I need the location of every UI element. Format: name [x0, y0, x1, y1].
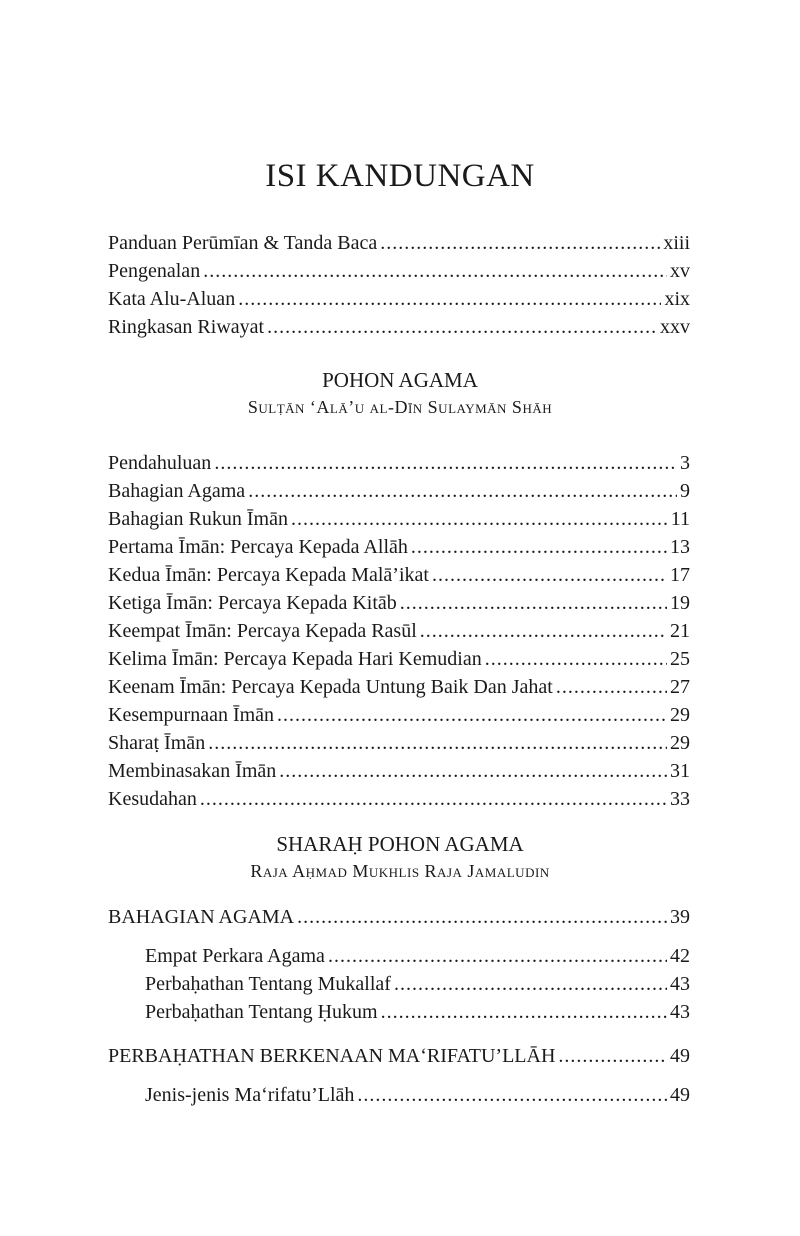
toc-entry [108, 285, 690, 313]
toc-entry-label: Keenam Īmān: Percaya Kepada Untung Baik Dan Jahat [108, 676, 553, 698]
toc-entry-label: Keempat Īmān: Percaya Kepada Rasūl [108, 620, 417, 642]
toc-entry [108, 701, 690, 729]
toc-entry-label: Kesudahan [108, 788, 197, 810]
toc-leader-dots [381, 998, 667, 1026]
toc-leader-dots [277, 701, 667, 729]
page-title: ISI KANDUNGAN [265, 158, 535, 194]
toc-entry [145, 1081, 690, 1109]
toc-entry-page: 43 [670, 973, 690, 995]
toc-entry-page: 19 [670, 592, 690, 614]
toc-entry-page: 17 [670, 564, 690, 586]
toc-leader-dots [432, 561, 667, 589]
toc-entry-label: BAHAGIAN AGAMA [108, 906, 295, 928]
part-author: Sulṭān ‘Alā’u al-Dīn Sulaymān Shāh [247, 397, 553, 417]
toc-leader-dots [380, 229, 660, 257]
toc-entry-label: Kata Alu-Aluan [108, 288, 236, 310]
toc-entry-label: Bahagian Agama [108, 480, 246, 502]
toc-section-entry [108, 903, 690, 931]
toc-leader-dots [279, 757, 667, 785]
toc-entry [108, 561, 690, 589]
toc-entry-page: 11 [670, 508, 690, 530]
toc-entry [108, 449, 690, 477]
toc-entry [108, 505, 690, 533]
toc-entry-label: Panduan Perūmīan & Tanda Baca [108, 232, 378, 254]
toc-entry-page: 29 [670, 704, 690, 726]
toc-entry [145, 970, 690, 998]
toc-entry-label: Kelima Īmān: Percaya Kepada Hari Kemudian [108, 648, 482, 670]
toc-entry-page: xxv [660, 316, 690, 338]
toc-leader-dots [485, 645, 667, 673]
toc-entry-page: xix [664, 288, 690, 310]
toc-entry-label: Kedua Īmān: Percaya Kepada Malā’ikat [108, 564, 429, 586]
toc-entry [108, 729, 690, 757]
toc-leader-dots [400, 589, 667, 617]
toc-entry-page: xiii [663, 232, 690, 254]
part-title: SHARAḤ POHON AGAMA [276, 832, 524, 856]
toc-entry-page: 31 [670, 760, 690, 782]
toc-leader-dots [200, 785, 667, 813]
toc-entry-label: Sharaṭ Īmān [108, 732, 206, 754]
toc-entry-page: 21 [670, 620, 690, 642]
toc-leader-dots [357, 1081, 667, 1109]
toc-entry-page: 3 [680, 452, 690, 474]
toc-leader-dots [420, 617, 667, 645]
toc-leader-dots [291, 505, 668, 533]
toc-entry [145, 998, 690, 1026]
toc-leader-dots [267, 313, 657, 341]
toc-entry-label: Ketiga Īmān: Percaya Kepada Kitāb [108, 592, 397, 614]
toc-leader-dots [411, 533, 667, 561]
toc-leader-dots [394, 970, 667, 998]
toc-entry-label: Empat Perkara Agama [145, 945, 325, 967]
toc-entry [108, 785, 690, 813]
toc-entry-page: xv [670, 260, 690, 282]
toc-entry-page: 43 [670, 1001, 690, 1023]
toc-entry-label: Bahagian Rukun Īmān [108, 508, 288, 530]
part-title: POHON AGAMA [322, 368, 478, 392]
toc-entry [108, 533, 690, 561]
toc-entry-label: Ringkasan Riwayat [108, 316, 265, 338]
toc-entry [108, 757, 690, 785]
toc-entry-page: 13 [670, 536, 690, 558]
toc-leader-dots [558, 1042, 667, 1070]
toc-section-entry [108, 1042, 690, 1070]
toc-entry-page: 49 [670, 1045, 690, 1067]
toc-entry-page: 29 [670, 732, 690, 754]
toc-entry-page: 27 [670, 676, 690, 698]
toc-entry-page: 42 [670, 945, 690, 967]
toc-entry-label: Jenis-jenis Ma‘rifatu’Llāh [145, 1084, 355, 1106]
toc-entry [108, 477, 690, 505]
toc-leader-dots [556, 673, 667, 701]
toc-entry-label: Pendahuluan [108, 452, 212, 474]
toc-leader-dots [328, 942, 667, 970]
toc-leader-dots [248, 477, 677, 505]
toc-entry [108, 229, 690, 257]
toc-entry [108, 645, 690, 673]
part-author: Raja Aḥmad Mukhlis Raja Jamaludin [250, 861, 550, 881]
toc-entry-label: Membinasakan Īmān [108, 760, 277, 782]
toc-entry-page: 49 [670, 1084, 690, 1106]
toc-entry-page: 33 [670, 788, 690, 810]
toc-entry-label: Pertama Īmān: Percaya Kepada Allāh [108, 536, 408, 558]
toc-entry-label: Kesempurnaan Īmān [108, 704, 275, 726]
toc-entry-page: 9 [680, 480, 690, 502]
toc-entry-page: 25 [670, 648, 690, 670]
toc-entry-label: Perbaḥathan Tentang Ḥukum [145, 1001, 378, 1023]
toc-entry [108, 589, 690, 617]
toc-entry-label: Perbaḥathan Tentang Mukallaf [145, 973, 391, 995]
toc-entry-label: PERBAḤATHAN BERKENAAN MA‘RIFATU’LLĀH [108, 1045, 556, 1067]
toc-leader-dots [297, 903, 667, 931]
toc-leader-dots [238, 285, 661, 313]
toc-entry [108, 257, 690, 285]
toc-entry [108, 673, 690, 701]
toc-entry [108, 313, 690, 341]
toc-leader-dots [203, 257, 667, 285]
toc-entry-label: Pengenalan [108, 260, 201, 282]
toc-leader-dots [214, 449, 677, 477]
toc-entry [145, 942, 690, 970]
toc-leader-dots [208, 729, 667, 757]
toc-entry-page: 39 [670, 906, 690, 928]
toc-entry [108, 617, 690, 645]
